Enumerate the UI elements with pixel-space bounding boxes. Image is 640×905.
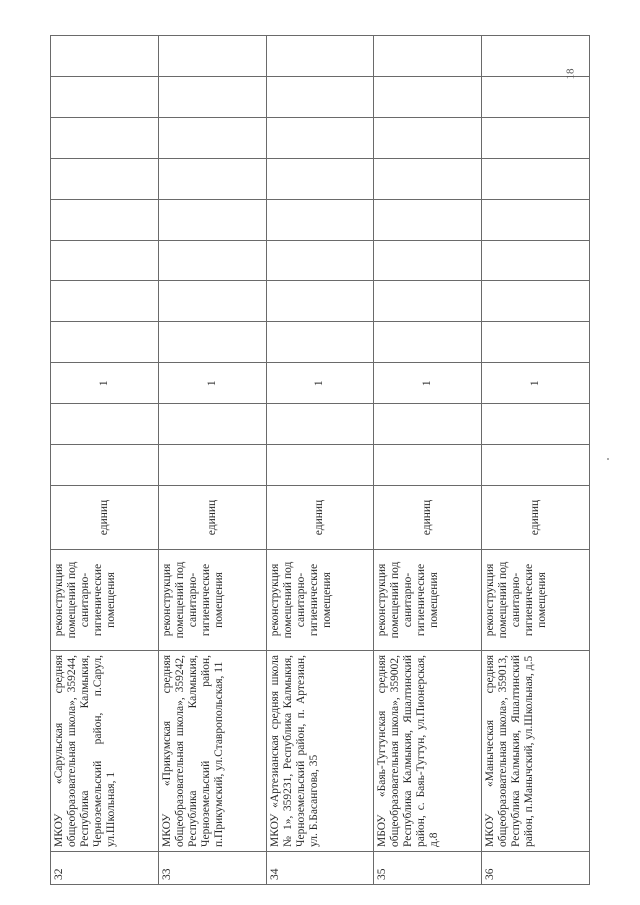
- empty-cell: [51, 322, 159, 363]
- row-number: 36: [482, 852, 590, 885]
- work-description: реконструкция помещений под санитарно-гигиенические помещения: [374, 550, 482, 651]
- table-row: [374, 36, 482, 885]
- empty-cell: [374, 322, 482, 363]
- empty-cell: [266, 240, 374, 281]
- unit-of-measure: единиц: [374, 486, 482, 550]
- table-row: [51, 36, 159, 885]
- empty-cell: [158, 240, 266, 281]
- empty-cell: [482, 199, 590, 240]
- empty-cell: [482, 117, 590, 158]
- empty-cell: [158, 158, 266, 199]
- work-description: реконструкция помещений под санитарно-гигиенические помещения: [266, 550, 374, 651]
- empty-cell: [266, 322, 374, 363]
- empty-cell: [266, 281, 374, 322]
- empty-cell: [266, 404, 374, 445]
- empty-cell: [266, 117, 374, 158]
- empty-cell: [266, 76, 374, 117]
- work-description: реконструкция помещений под санитарно-гигиенические помещения: [51, 550, 159, 651]
- quantity-value: 1: [158, 363, 266, 404]
- empty-cell: [158, 117, 266, 158]
- row-number: 35: [374, 852, 482, 885]
- empty-cell: [51, 158, 159, 199]
- empty-cell: [158, 322, 266, 363]
- school-name-address: МКОУ «Артезианская средняя школа № 1», 359231, Республика Калмыкия, Черноземельский район, п. Артезиан, ул. Б.Басангова, 35: [266, 651, 374, 852]
- empty-cell: [51, 404, 159, 445]
- empty-cell: [374, 158, 482, 199]
- unit-of-measure: единиц: [51, 486, 159, 550]
- page-number: 18: [564, 68, 577, 80]
- empty-cell: [482, 240, 590, 281]
- empty-cell: [266, 36, 374, 77]
- row-number: 33: [158, 852, 266, 885]
- empty-cell: [51, 445, 159, 486]
- school-name-address: МКОУ «Прикумская средняя общеобразовательная школа», 359242, Республика Калмыкия, Черноземельский район, п.Прикумский, ул.Ставропольская, 11: [158, 651, 266, 852]
- facilities-table: [50, 35, 590, 885]
- empty-cell: [158, 36, 266, 77]
- empty-cell: [374, 36, 482, 77]
- empty-cell: [482, 404, 590, 445]
- empty-cell: [158, 76, 266, 117]
- empty-cell: [51, 36, 159, 77]
- empty-cell: [266, 445, 374, 486]
- empty-cell: [482, 76, 590, 117]
- empty-cell: [374, 199, 482, 240]
- school-name-address: МКОУ «Маныческая средняя общеобразовательная школа», 359013, Республика Калмыкия, Яшалтинский район, п.Манычский, ул.Школьная, д.5: [482, 651, 590, 852]
- quantity-value: 1: [374, 363, 482, 404]
- school-name-address: МБОУ «Баяь-Тугтунская средняя общеобразовательная школа», 359002, Республика Калмыкия, Яшалтинский район, с. Баяь-Тугтун, ул.Пионерская, д.8: [374, 651, 482, 852]
- empty-cell: [482, 322, 590, 363]
- empty-cell: [374, 404, 482, 445]
- work-description: реконструкция помещений под санитарно-гигиенические помещения: [158, 550, 266, 651]
- quantity-value: 1: [482, 363, 590, 404]
- empty-cell: [482, 281, 590, 322]
- work-description: реконструкция помещений под санитарно-гигиенические помещения: [482, 550, 590, 651]
- empty-cell: [158, 445, 266, 486]
- empty-cell: [374, 240, 482, 281]
- empty-cell: [266, 158, 374, 199]
- empty-cell: [51, 117, 159, 158]
- quantity-value: 1: [51, 363, 159, 404]
- unit-of-measure: единиц: [158, 486, 266, 550]
- empty-cell: [482, 445, 590, 486]
- table-row: [482, 36, 590, 885]
- empty-cell: [374, 117, 482, 158]
- empty-cell: [374, 445, 482, 486]
- empty-cell: [374, 76, 482, 117]
- empty-cell: [158, 281, 266, 322]
- rotated-table-container: [50, 35, 590, 885]
- empty-cell: [482, 158, 590, 199]
- empty-cell: [158, 199, 266, 240]
- unit-of-measure: единиц: [482, 486, 590, 550]
- empty-cell: [51, 76, 159, 117]
- unit-of-measure: единиц: [266, 486, 374, 550]
- empty-cell: [51, 240, 159, 281]
- empty-cell: [158, 404, 266, 445]
- row-number: 32: [51, 852, 159, 885]
- row-number: 34: [266, 852, 374, 885]
- empty-cell: [51, 281, 159, 322]
- empty-cell: [374, 281, 482, 322]
- school-name-address: МКОУ «Сарульская средняя общеобразовательная школа», 359244, Республика Калмыкия, Черноземельский район, п.Сарул, ул.Школьная, 1: [51, 651, 159, 852]
- table-row: [266, 36, 374, 885]
- empty-cell: [266, 199, 374, 240]
- empty-cell: [51, 199, 159, 240]
- table-row: [158, 36, 266, 885]
- quantity-value: 1: [266, 363, 374, 404]
- scan-speck: [607, 458, 609, 460]
